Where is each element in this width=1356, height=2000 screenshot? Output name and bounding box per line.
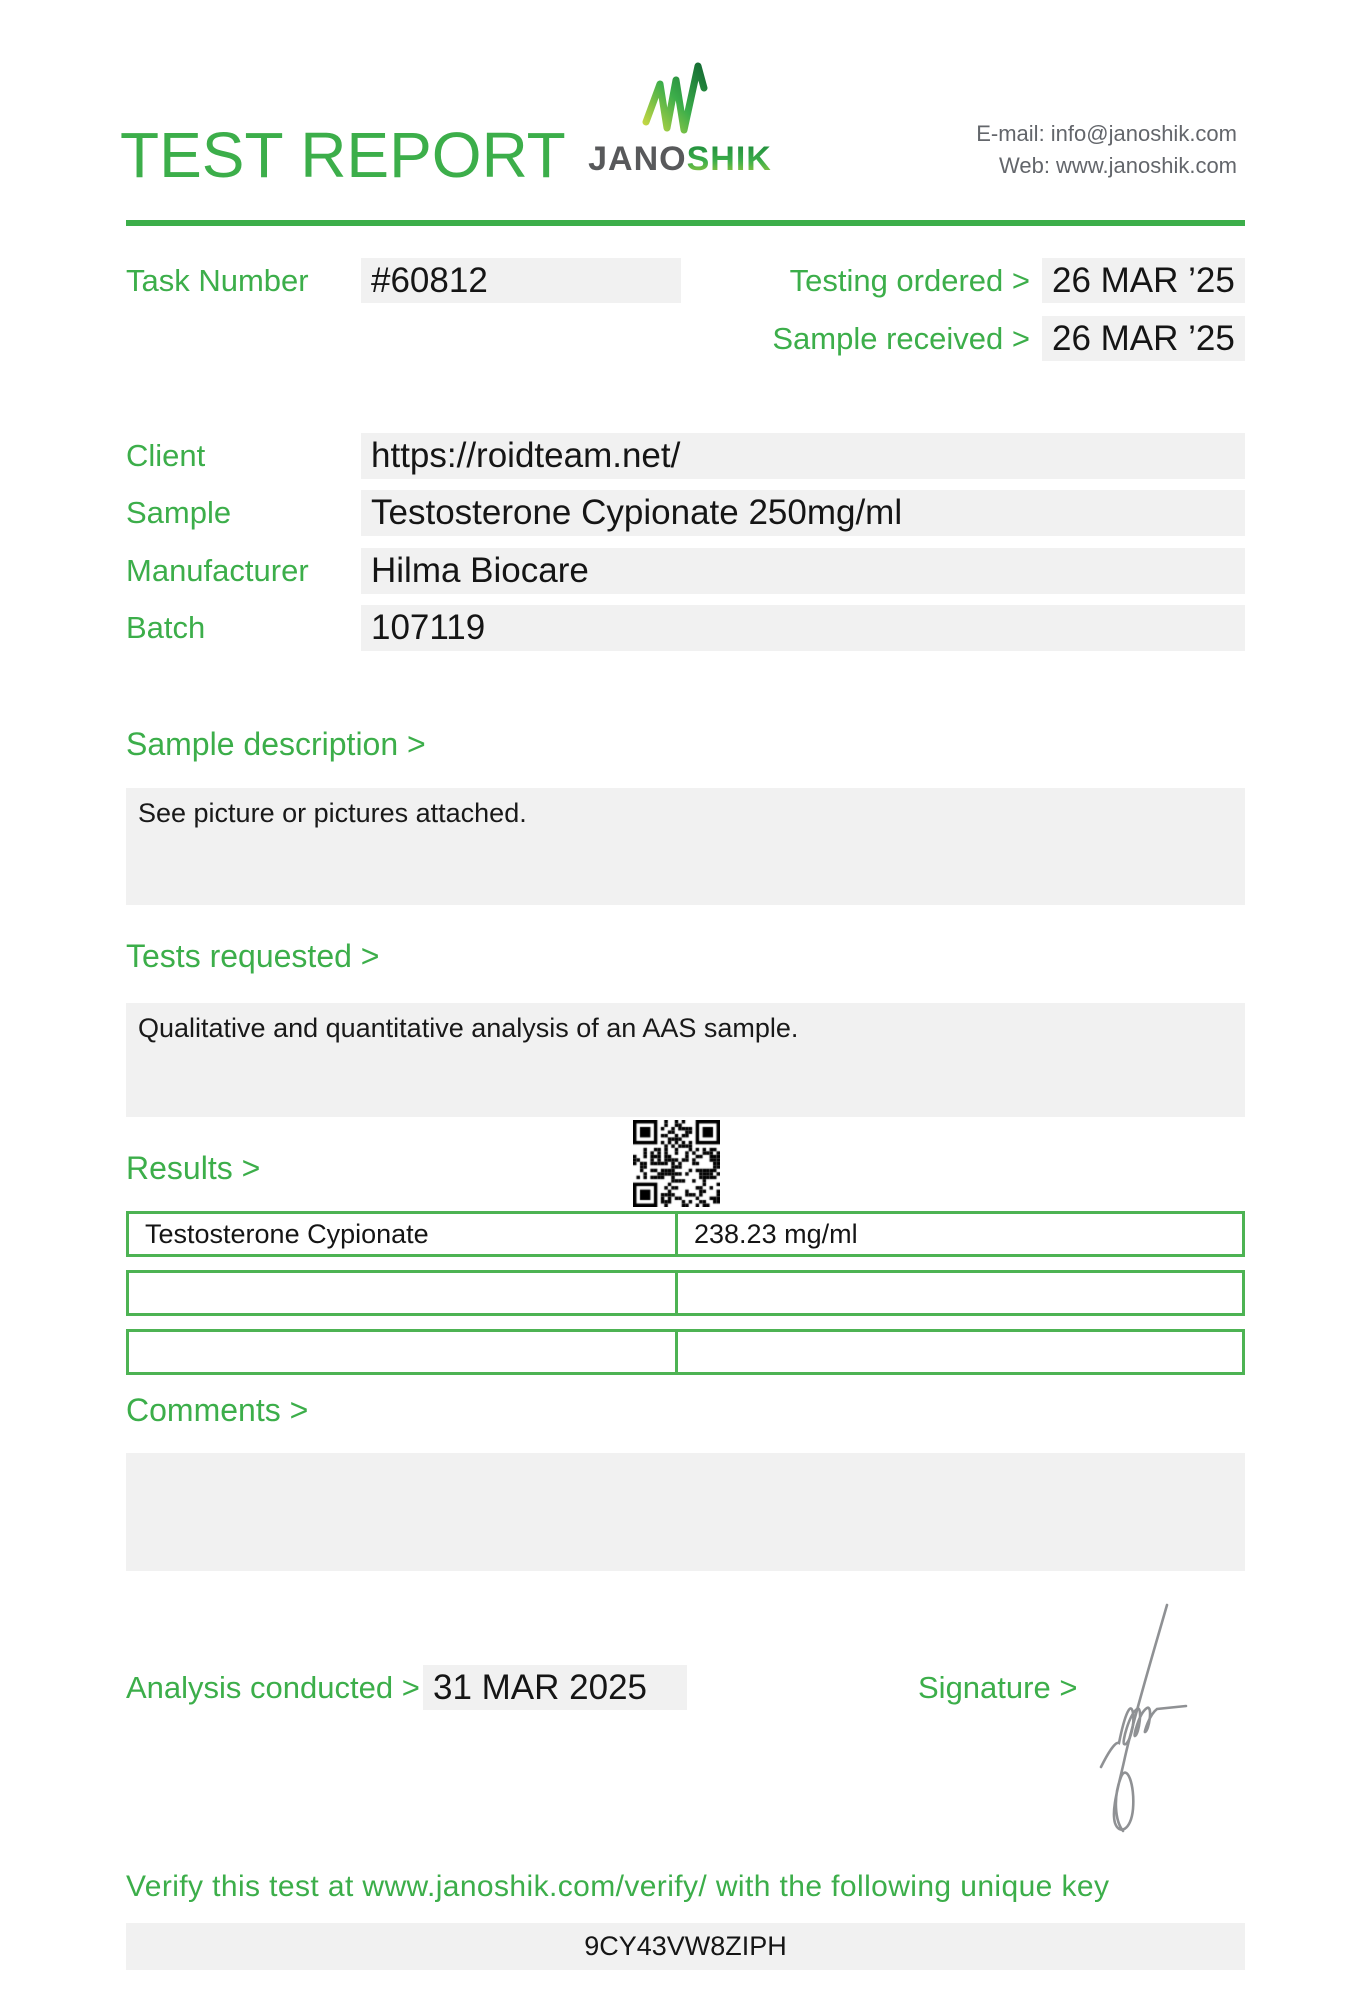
sample-value: Testosterone Cypionate 250mg/ml: [361, 490, 1245, 536]
sample-label: Sample: [126, 495, 232, 530]
client-label: Client: [126, 438, 206, 473]
manufacturer-label: Manufacturer: [126, 553, 309, 588]
results-table-row: [126, 1329, 1245, 1375]
task-number-value: #60812: [361, 258, 681, 303]
tests-requested-text: Qualitative and quantitative analysis of an AAS sample.: [138, 1013, 799, 1043]
tests-requested-box: [126, 1003, 1245, 1117]
signature-image: [1095, 1595, 1190, 1845]
tests-requested-heading: Tests requested >: [126, 938, 380, 974]
batch-value: 107119: [361, 605, 1245, 651]
signature-label: Signature >: [918, 1670, 1078, 1705]
sample-description-text: See picture or pictures attached.: [138, 798, 527, 828]
contact-email: E-mail: info@janoshik.com: [976, 121, 1237, 146]
task-number-label: Task Number: [126, 263, 309, 298]
testing-ordered-label: Testing ordered >: [789, 263, 1030, 298]
result-value: [675, 1332, 1242, 1372]
sample-description-box: [126, 788, 1245, 905]
analysis-conducted-label: Analysis conducted >: [126, 1670, 420, 1705]
results-heading: Results >: [126, 1150, 261, 1186]
comments-heading: Comments >: [126, 1392, 309, 1428]
result-substance: [129, 1273, 675, 1313]
client-value: https://roidteam.net/: [361, 433, 1245, 479]
header-divider: [126, 220, 1245, 226]
verify-key: 9CY43VW8ZIPH: [126, 1923, 1245, 1970]
sample-received-value: 26 MAR ’25: [1042, 316, 1245, 361]
manufacturer-value: Hilma Biocare: [361, 548, 1245, 594]
chart-growth-icon: [638, 60, 722, 143]
batch-label: Batch: [126, 610, 206, 645]
results-table-row: [126, 1270, 1245, 1316]
logo-jano: JANO: [588, 140, 687, 178]
page-title: TEST REPORT: [120, 119, 566, 191]
verify-text: Verify this test at www.janoshik.com/verify/ with the following unique key: [126, 1870, 1110, 1903]
result-value: 238.23 mg/ml: [675, 1214, 1242, 1254]
analysis-conducted-value: 31 MAR 2025: [423, 1665, 687, 1710]
logo-shik: SHIK: [686, 140, 772, 178]
logo-wordmark: [560, 140, 800, 179]
result-substance: Testosterone Cypionate: [145, 1218, 429, 1249]
results-table-row: [126, 1211, 1245, 1257]
contact-web: Web: www.janoshik.com: [998, 153, 1237, 178]
comments-box: [126, 1453, 1245, 1571]
testing-ordered-value: 26 MAR ’25: [1042, 258, 1245, 303]
sample-description-heading: Sample description >: [126, 726, 426, 762]
result-value: [675, 1273, 1242, 1313]
contact-block: [976, 118, 1237, 182]
sample-received-label: Sample received >: [772, 321, 1030, 356]
result-substance: [129, 1332, 675, 1372]
qr-code-image: [633, 1120, 720, 1207]
comments-text: [126, 1453, 1245, 1473]
